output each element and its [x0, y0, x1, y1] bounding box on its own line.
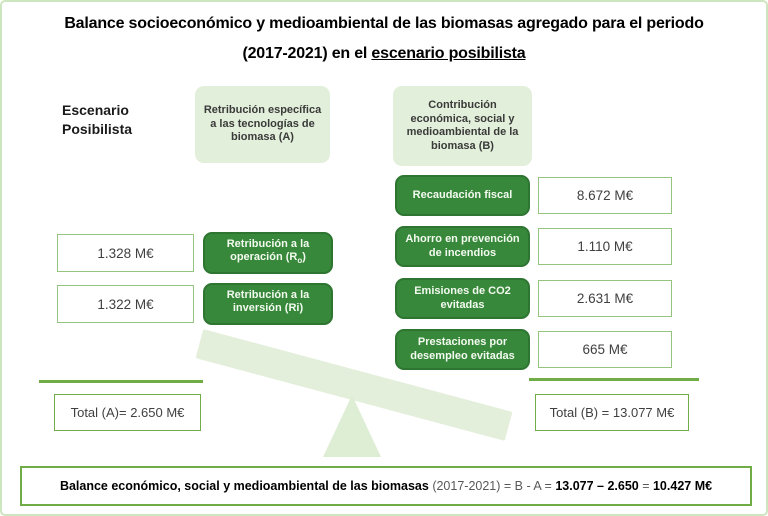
- divider-line-total-a: [39, 380, 203, 383]
- label-box-emisiones-co2: Emisiones de CO2 evitadas: [395, 278, 530, 319]
- seesaw-fulcrum-triangle: [323, 395, 381, 457]
- column-a-row: [57, 232, 333, 274]
- value-box-retribucion-inversion: 1.322 M€: [57, 285, 194, 323]
- value-box-emisiones-co2: 2.631 M€: [538, 280, 672, 317]
- value-box-retribucion-operacion: 1.328 M€: [57, 234, 194, 272]
- page-title-line2: (2017-2021) en el escenario posibilista: [242, 45, 526, 62]
- column-a-header: Retribución específica a las tecnologías de biomasa (A): [195, 86, 330, 163]
- column-b-row: [395, 226, 672, 267]
- scenario-label: Escenario Posibilista: [62, 102, 133, 137]
- value-box-prestaciones-desempleo: 665 M€: [538, 331, 672, 368]
- column-b-header: Contribución económica, social y medioambiental de la biomasa (B): [393, 86, 532, 166]
- total-a-box: Total (A)= 2.650 M€: [54, 394, 201, 431]
- column-b-row: [395, 329, 672, 370]
- value-box-ahorro-incendios: 1.110 M€: [538, 228, 672, 265]
- page-title: [2, 9, 766, 69]
- column-b-row: [395, 175, 672, 216]
- label-box-retribucion-operacion: Retribución a la operación $(R_o)$: [203, 232, 333, 274]
- column-b-row: [395, 278, 672, 319]
- page-title-line1: Balance socioeconómico y medioambiental de las biomasas agregado para el periodo: [64, 15, 704, 32]
- column-a-row: [57, 283, 333, 325]
- total-b-box: Total (B) = 13.077 M€: [535, 394, 689, 431]
- balance-summary-box: Balance económico, social y medioambiental de las biomasas (2017-2021) = B - A = 13.077 – 2.650 = 10.427 M€: [20, 466, 752, 506]
- label-box-prestaciones-desempleo: Prestaciones por desempleo evitadas: [395, 329, 530, 370]
- underlined-scenario-text: escenario posibilista: [371, 45, 526, 62]
- divider-line-total-b: [529, 378, 699, 381]
- label-box-recaudacion-fiscal: Recaudación fiscal: [395, 175, 530, 216]
- label-box-ahorro-incendios: Ahorro en prevención de incendios: [395, 226, 530, 267]
- label-box-retribucion-inversion: Retribución a la inversión (Ri): [203, 283, 333, 325]
- value-box-recaudacion-fiscal: 8.672 M€: [538, 177, 672, 214]
